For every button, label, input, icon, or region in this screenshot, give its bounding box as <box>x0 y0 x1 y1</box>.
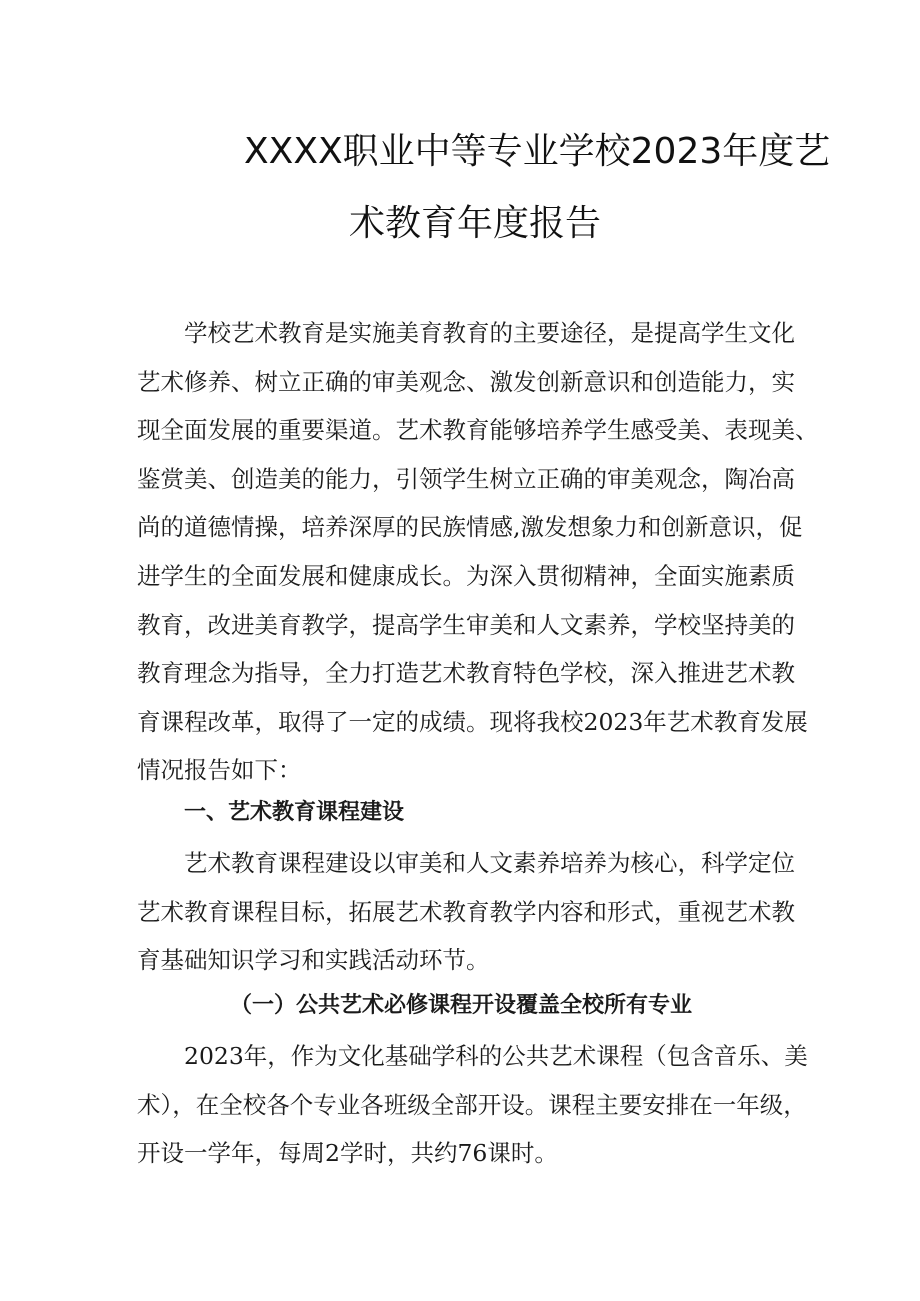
paragraph-line: 进学生的全面发展和健康成长。为深入贯彻精神，全面实施素质 <box>137 561 795 590</box>
paragraph-line: 艺术教育课程目标，拓展艺术教育教学内容和形式，重视艺术教 <box>137 897 795 926</box>
document-title-line-1: XXXX职业中等专业学校2023年度艺 <box>244 131 831 172</box>
section-1-paragraph <box>137 839 797 985</box>
subsection-heading-1: （一）公共艺术必修课程开设覆盖全校所有专业 <box>230 993 693 1018</box>
paragraph-line: 育课程改革，取得了一定的成绩。现将我校2023年艺术教育发展 <box>137 707 808 736</box>
paragraph-line: 教育理念为指导，全力打造艺术教育特色学校，深入推进艺术教 <box>137 659 795 688</box>
paragraph-line: 艺术教育课程建设以审美和人文素养培养为核心，科学定位 <box>184 849 795 877</box>
paragraph-line: 开设一学年，每周2学时，共约76课时。 <box>137 1139 558 1168</box>
intro-paragraph <box>137 309 819 795</box>
paragraph-line: 学校艺术教育是实施美育教育的主要途径，是提高学生文化 <box>184 319 795 347</box>
subsection-1-paragraph <box>137 1032 808 1178</box>
document-title-line-2: 术教育年度报告 <box>349 203 602 244</box>
paragraph-line: 教育，改进美育教学，提高学生审美和人文素养，学校坚持美的 <box>137 610 795 639</box>
paragraph-line: 鉴赏美、创造美的能力，引领学生树立正确的审美观念，陶冶高 <box>137 464 795 493</box>
paragraph-line: 情况报告如下： <box>137 756 302 785</box>
paragraph-line: 艺术修养、树立正确的审美观念、激发创新意识和创造能力，实 <box>137 367 795 396</box>
paragraph-line: 尚的道德情操，培养深厚的民族情感,激发想象力和创新意识，促 <box>137 513 803 542</box>
paragraph-line: 术），在全校各个专业各班级全部开设。课程主要安排在一年级， <box>137 1090 807 1119</box>
paragraph-line: 现全面发展的重要渠道。艺术教育能够培养学生感受美、表现美、 <box>137 416 819 445</box>
section-heading-1: 一、艺术教育课程建设 <box>184 800 405 825</box>
paragraph-line: 育基础知识学习和实践活动环节。 <box>137 946 490 975</box>
paragraph-line: 2023年，作为文化基础学科的公共艺术课程（包含音乐、美 <box>184 1042 808 1070</box>
